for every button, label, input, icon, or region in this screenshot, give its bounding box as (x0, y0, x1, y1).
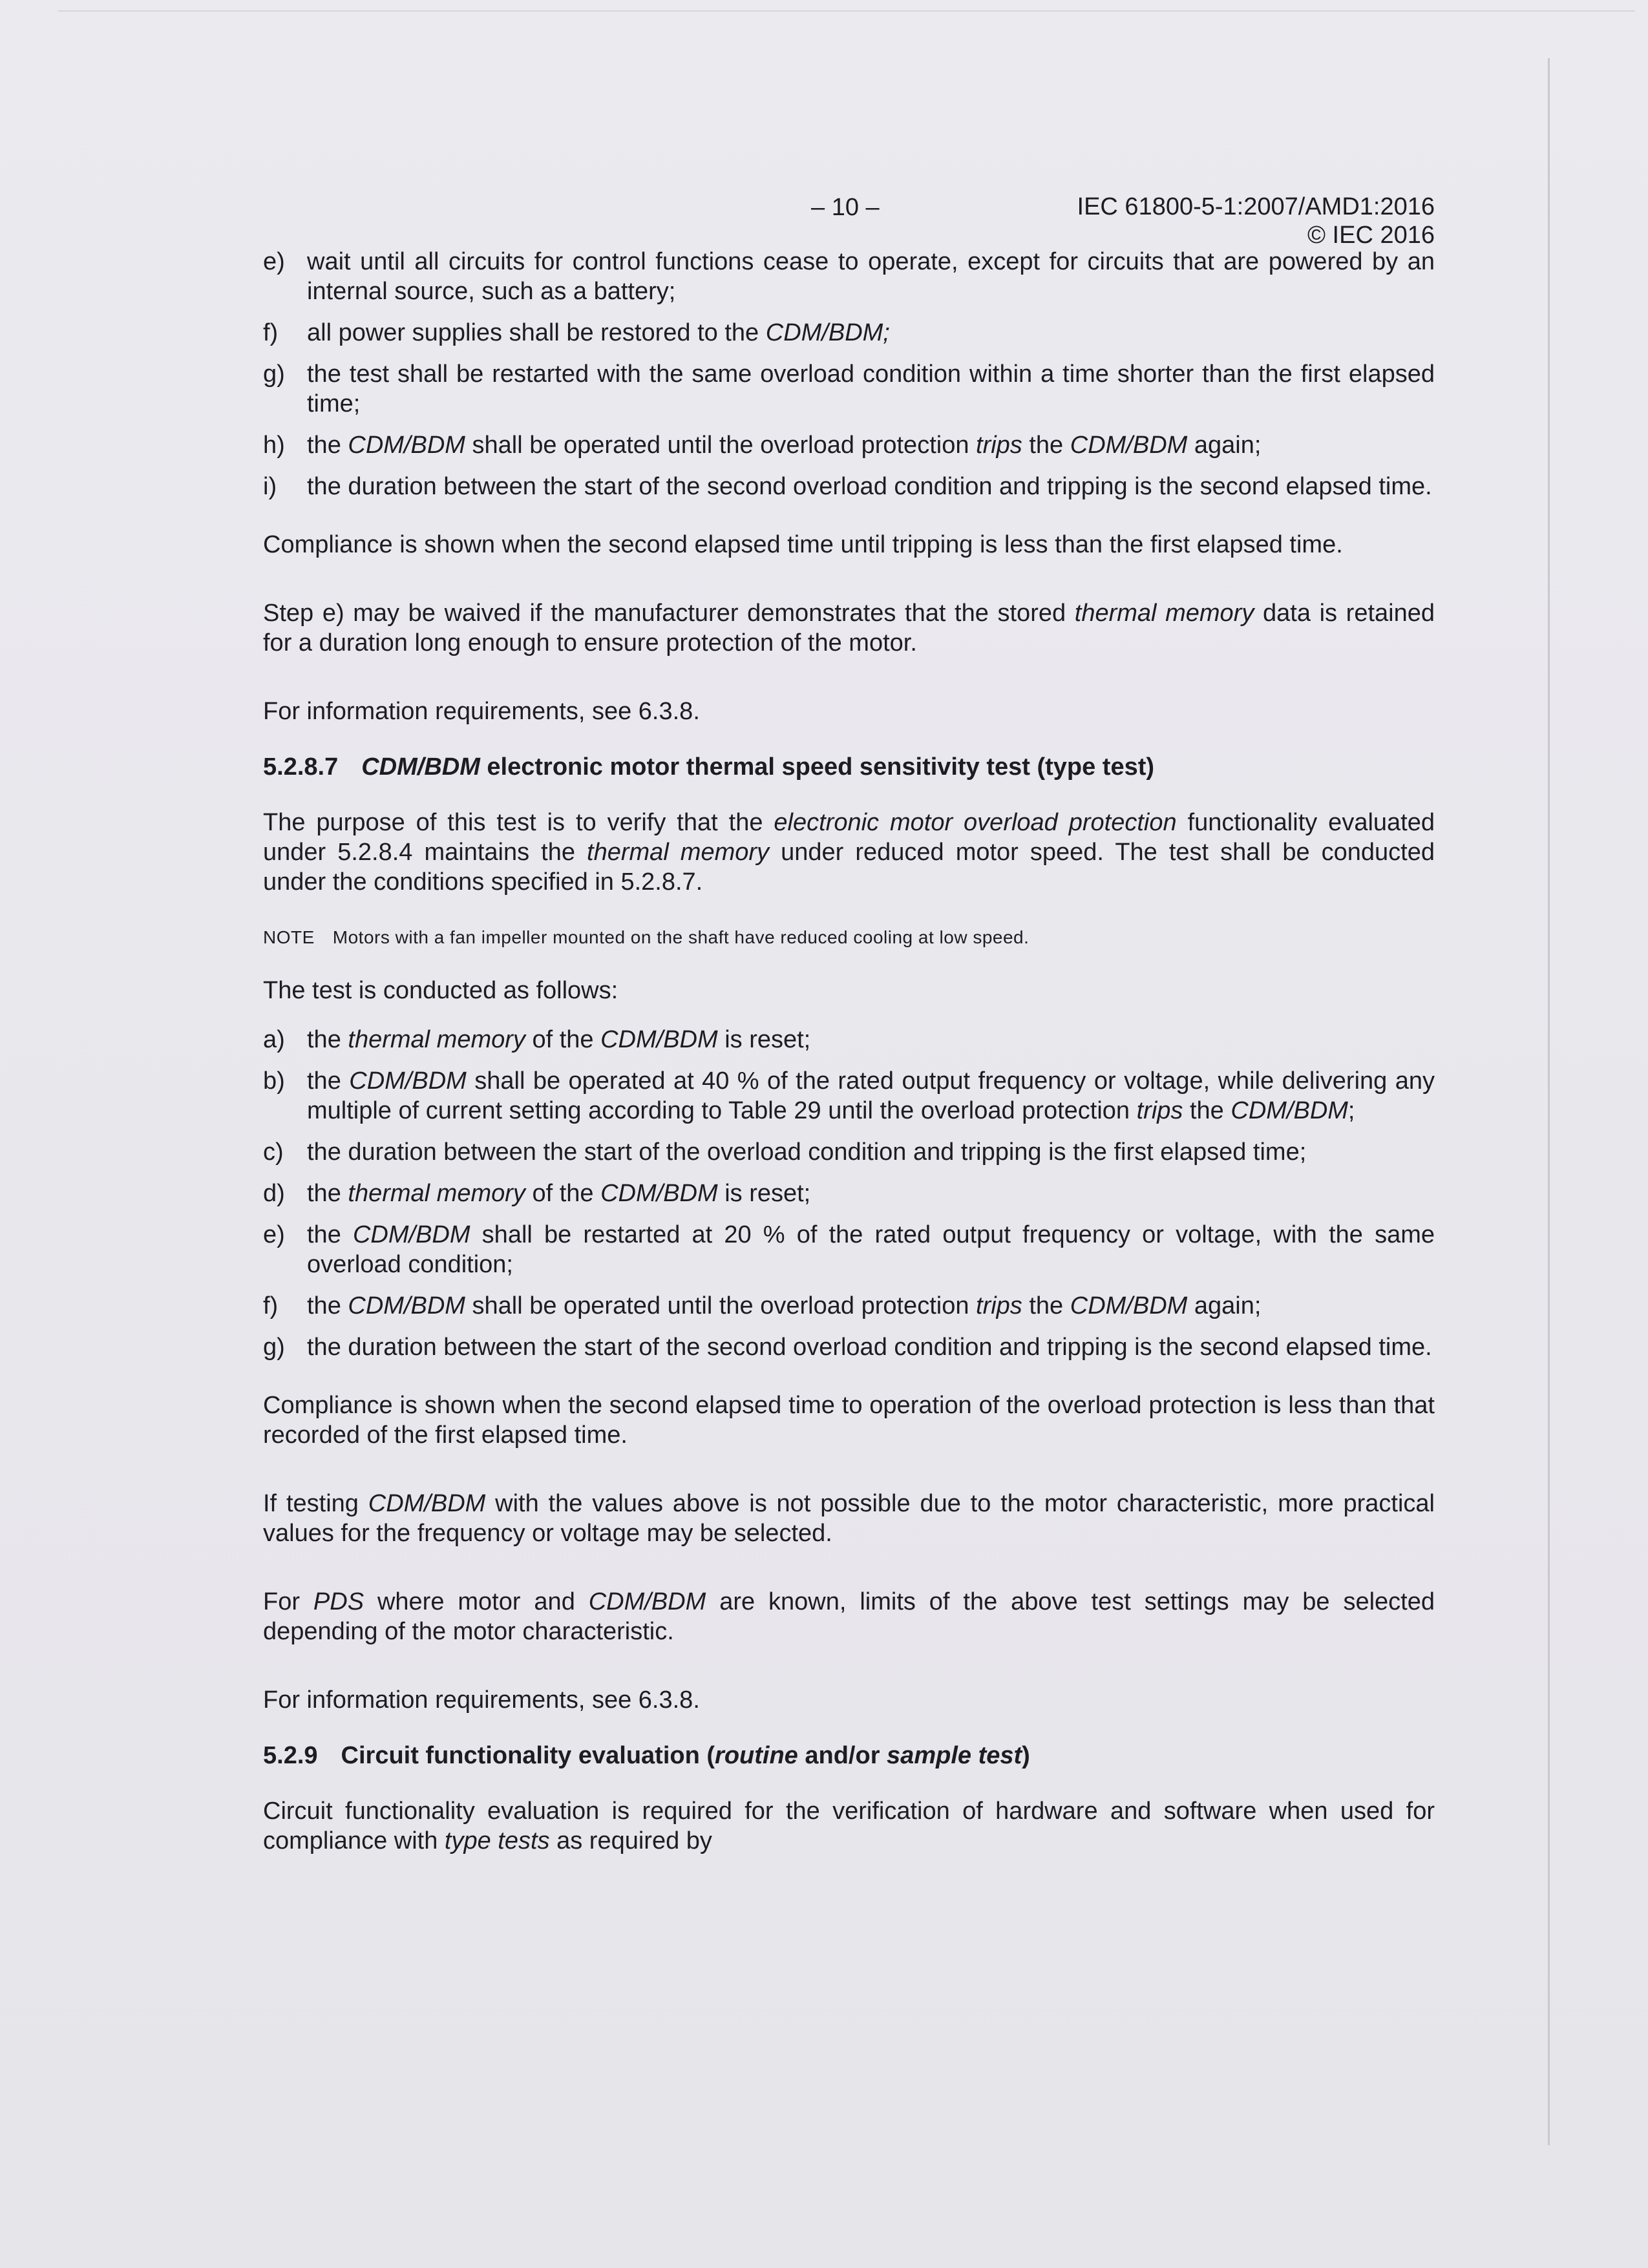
standard-reference (1077, 193, 1435, 249)
paragraph-for-pds: For PDS where motor and CDM/BDM are known, limits of the above test settings may be selected depending of the motor characteristic. (263, 1588, 1435, 1645)
section-heading-529: 5.2.9 Circuit functionality evaluation (routine and/or sample test) (263, 1742, 1030, 1769)
paragraph-purpose: The purpose of this test is to verify that the electronic motor overload protection functionality evaluated under 5.2.8.4 maintains the thermal memory under reduced motor speed. The test shall be conducted under the conditions specified in 5.2.8.7. (263, 809, 1435, 896)
page-header (255, 187, 1435, 247)
page-number: – 10 – (811, 194, 880, 221)
steps-list-2 (255, 1025, 1435, 1362)
standard-id: IEC 61800-5-1:2007/AMD1:2016 (1077, 193, 1435, 220)
list-item: f) all power supplies shall be restored to the CDM/BDM; (263, 319, 890, 346)
section-heading-5287: 5.2.8.7 CDM/BDM electronic motor thermal speed sensitivity test (type test) (263, 753, 1155, 781)
list-item: h) the CDM/BDM shall be operated until the overload protection trips the CDM/BDM again; (263, 432, 1262, 459)
paragraph-if-testing: If testing CDM/BDM with the values above is not possible due to the motor characteristic, more practical values for the frequency or voltage may be selected. (263, 1490, 1435, 1547)
list-item: i) the duration between the start of the second overload condition and tripping is the second elapsed time. (263, 473, 1432, 500)
list-item: a) the thermal memory of the CDM/BDM is reset; (263, 1026, 811, 1053)
list-item: c) the duration between the start of the overload condition and tripping is the first elapsed time; (263, 1139, 1307, 1166)
list-item: f) the CDM/BDM shall be operated until the overload protection trips the CDM/BDM again; (263, 1292, 1262, 1319)
list-item: d) the thermal memory of the CDM/BDM is reset; (263, 1180, 811, 1207)
paragraph-conducted: The test is conducted as follows: (263, 977, 618, 1004)
paragraph-step-e: Step e) may be waived if the manufacturer demonstrates that the stored thermal memory data is retained for a duration long enough to ensure protection of the motor. (263, 600, 1435, 656)
page-top-edge (58, 10, 1635, 12)
steps-list-1 (255, 247, 1435, 501)
list-item: b) the CDM/BDM shall be operated at 40 % of the rated output frequency or voltage, while delivering any multiple of current setting according to Table 29 until the overload protection trips the CDM/BDM; (263, 1067, 1435, 1124)
paragraph-info-2: For information requirements, see 6.3.8. (263, 1686, 700, 1714)
list-item: g) the duration between the start of the second overload condition and tripping is the second elapsed time. (263, 1334, 1432, 1361)
copyright: © IEC 2016 (1307, 222, 1435, 249)
note: NOTE Motors with a fan impeller mounted on the shaft have reduced cooling at low speed. (263, 927, 1030, 947)
paragraph-compliance-1: Compliance is shown when the second elapsed time until tripping is less than the first elapsed time. (263, 531, 1343, 558)
paragraph-circuit-functionality: Circuit functionality evaluation is required for the verification of hardware and software when used for compliance with type tests as required by (263, 1798, 1435, 1854)
list-item: e) the CDM/BDM shall be restarted at 20 % of the rated output frequency or voltage, with the same overload condition; (263, 1221, 1435, 1278)
page-content (255, 187, 1435, 1895)
page-edge-shadow (1548, 58, 1550, 2145)
list-item: e) wait until all circuits for control functions cease to operate, except for circuits that are powered by an internal source, such as a battery; (263, 248, 1435, 305)
paragraph-compliance-2: Compliance is shown when the second elapsed time to operation of the overload protection is less than that recorded of the first elapsed time. (263, 1392, 1435, 1449)
list-item: g) the test shall be restarted with the same overload condition within a time shorter than the first elapsed time; (263, 361, 1435, 417)
paragraph-info-1: For information requirements, see 6.3.8. (263, 698, 700, 725)
